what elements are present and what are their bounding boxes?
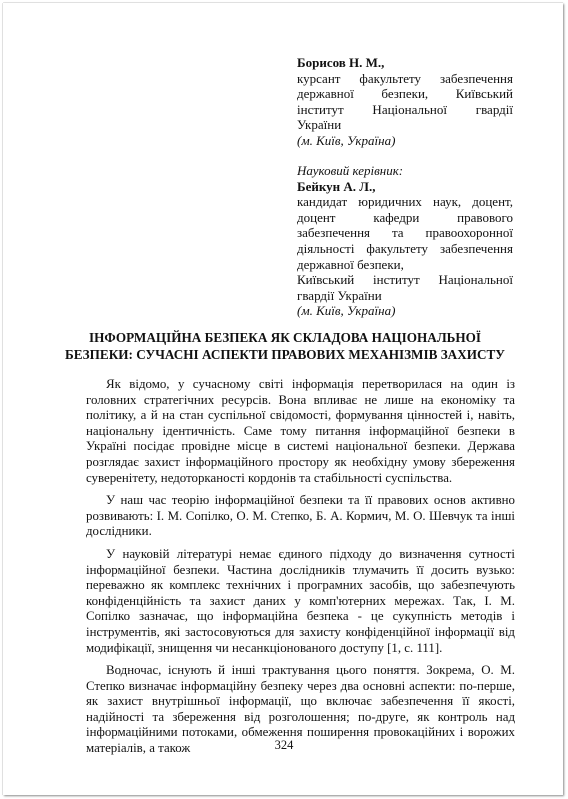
supervisor-label: Науковий керівник: bbox=[297, 163, 404, 178]
supervisor-affiliation-line: кандидат юридичних наук, доцент, bbox=[297, 194, 513, 210]
author-affiliation-line: України bbox=[297, 117, 342, 133]
article-body bbox=[86, 377, 515, 764]
author-location: (м. Київ, Україна) bbox=[297, 132, 396, 148]
supervisor-location: (м. Київ, Україна) bbox=[297, 303, 396, 319]
author-affiliation-line: курсант факультету забезпечення bbox=[297, 70, 513, 86]
supervisor-affiliation-line: Київський інститут Національної bbox=[297, 272, 513, 288]
body-paragraph: У наш час теорію інформаційної безпеки та її правових основ активно розвивають: І. М. Сопілко, О. М. Степко, Б. А. Кормич, М. О. Шевчук та інші дослідники. bbox=[86, 493, 515, 539]
author-block bbox=[297, 55, 513, 149]
supervisor-affiliation-line: державної безпеки, bbox=[297, 256, 404, 272]
supervisor-affiliation-line: доцент кафедри правового bbox=[297, 209, 513, 225]
page-number: 324 bbox=[274, 738, 294, 752]
body-paragraph: Водночас, існують й інші трактування цього поняття. Зокрема, О. М. Степко визначає інформаційну безпеку через два основні аспекти: по-перше, як захист внутрішньої інформації, що включає забезпечення її якості, надійності та збереження від розголошення; по-друге, як контроль над інформаційними потоками, обмеження поширення провокаційних і ворожих матеріалів, а також bbox=[86, 663, 515, 756]
supervisor-name: Бейкун А. Л., bbox=[297, 178, 376, 194]
supervisor-affiliation-line: діяльності факультету забезпечення bbox=[297, 240, 513, 256]
author-affiliation-line: державної безпеки, Київський bbox=[297, 86, 513, 102]
supervisor-affiliation-line: гвардії України bbox=[297, 287, 382, 303]
supervisor-block bbox=[297, 163, 513, 319]
article-title: ІНФОРМАЦІЙНА БЕЗПЕКА ЯК СКЛАДОВА НАЦІОНАЛЬНОЇ БЕЗПЕКИ: СУЧАСНІ АСПЕКТИ ПРАВОВИХ МЕХАНІЗМІВ ЗАХИСТУ bbox=[65, 330, 505, 362]
author-affiliation-line: інститут Національної гвардії bbox=[297, 101, 513, 117]
supervisor-affiliation-line: забезпечення та правоохоронної bbox=[297, 225, 513, 241]
body-paragraph: Як відомо, у сучасному світі інформація перетворилася на один із головних стратегічних ресурсів. Вона впливає не лише на економіку та політику, а й на стан суспільної свідомості, формування цінностей і, навіть, національну ідентичність. Саме тому питання інформаційної безпеки в Україні посідає провідне місце в системі національної безпеки. Держава розглядає захист інформаційного простору як необхідну умову збереження суверенітету, недоторканості кордонів та стабільності суспільства. bbox=[86, 377, 515, 485]
author-name: Борисов Н. М., bbox=[297, 55, 385, 70]
body-paragraph: У науковій літературі немає єдиного підходу до визначення сутності інформаційної безпеки. Частина дослідників тлумачить її досить вузько: переважно як комплекс технічних і програмних засобів, що забезпечують конфіденційність та захист даних у комп'ютерних мережах. Так, І. М. Сопілко зазначає, що інформаційна безпека - це сукупність методів і інструментів, які застосовуються для захисту конфіденційної інформації від модифікації, знищення чи несанкціонованого доступу [1, с. 111]. bbox=[86, 546, 515, 655]
